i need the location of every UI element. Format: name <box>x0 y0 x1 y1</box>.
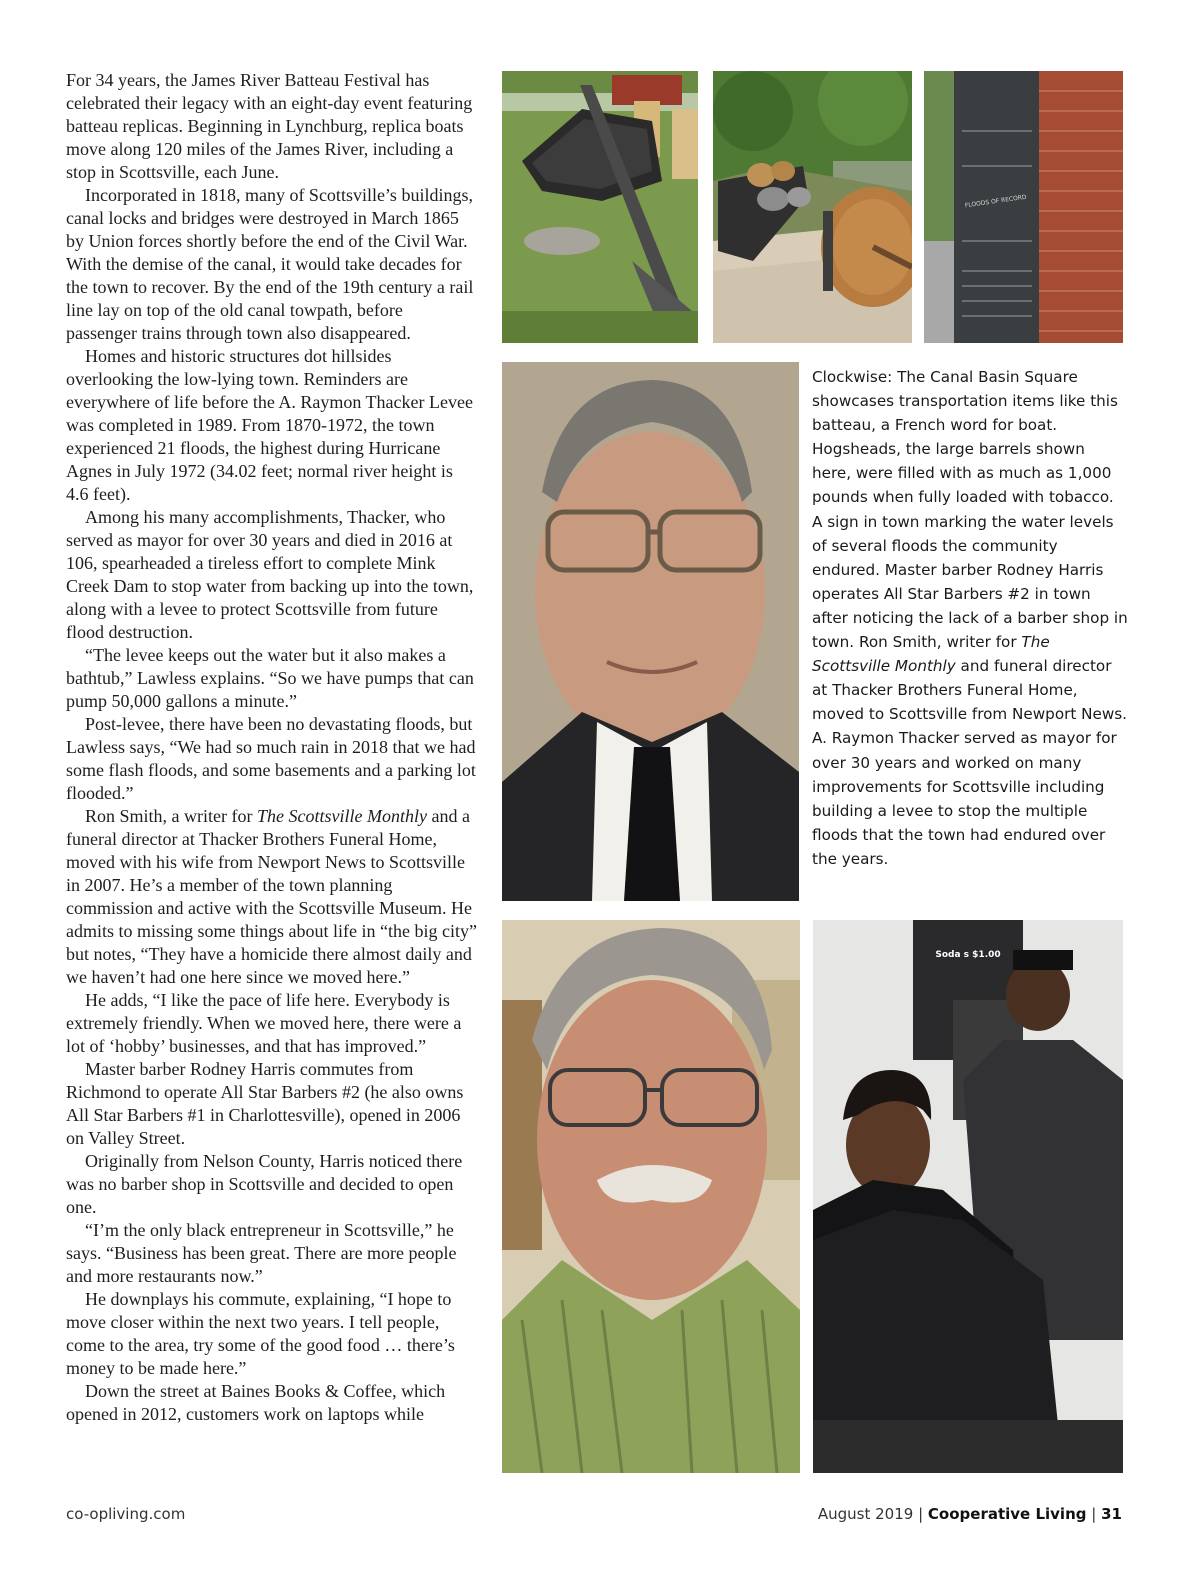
soda-sign: Soda s $1.00 <box>935 950 1001 960</box>
article-paragraph: Among his many accomplishments, Thacker, who served as mayor for over 30 years and died in 2016 at 106, spearheaded a tireless effort to complete Mink Creek Dam to stop water from backing up into the town, along with a levee to protect Scottsville from future flood destruction. <box>66 507 474 642</box>
footer-date: August 2019 | <box>817 1505 924 1523</box>
footer-website: co-opliving.com <box>66 1505 186 1523</box>
caption-text: Clockwise: The Canal Basin Square showcases transportation items like this batteau, a French word for boat. Hogsheads, the large barrels shown here, were filled with as much as 1,000 pounds when fully loaded with tobacco. A sign in town marking the water levels of several floods the community endured. Master barber Rodney Harris operates All Star Barbers #2 in town after noticing the lack of a barber shop in town. Ron Smith, writer for <box>812 368 1128 652</box>
article-paragraph: He adds, “I like the pace of life here. Everybody is extremely friendly. When we moved here, there were a lot of ‘hobby’ businesses, and that has improved.” <box>66 990 462 1056</box>
footer-publication: Cooperative Living <box>927 1505 1087 1523</box>
text-run: and a funeral director at Thacker Brothers Funeral Home, moved with his wife from Newport News to Scottsville in 2007. He’s a member of the town planning commission and active with the Scottsville Museum. He admits to missing some things about life in “the big city” but notes, “They have a homicide there almost daily and we haven’t had one here since we moved here.” <box>66 806 477 987</box>
caption-publication-title: The Scottsville Monthly <box>812 633 1050 676</box>
article-body <box>66 69 478 1426</box>
article-paragraph: “I’m the only black entrepreneur in Scottsville,” he says. “Business has been great. There are more people and more restaurants now.” <box>66 1220 457 1286</box>
article-paragraph: Originally from Nelson County, Harris noticed there was no barber shop in Scottsville and decided to open one. <box>66 1151 463 1217</box>
caption-text: and funeral director at Thacker Brothers Funeral Home, moved to Scottsville from Newport News. A. Raymon Thacker served as mayor for over 30 years and worked on many improvements for Scottsville including building a levee to stop the multiple floods that the town had endured over the years. <box>812 657 1128 868</box>
thacker-portrait-photo <box>502 362 799 901</box>
article-paragraph <box>66 805 478 989</box>
article-paragraph: Down the street at Baines Books & Coffee, which opened in 2012, customers work on laptops while <box>66 1381 446 1424</box>
photo-caption <box>812 365 1128 871</box>
ron-smith-photo <box>502 920 800 1473</box>
flood-sign-photo <box>924 71 1123 343</box>
text-run: Ron Smith, a writer for <box>85 806 257 826</box>
flood-sign-title: FLOODS OF RECORD <box>964 193 1028 210</box>
article-paragraph: He downplays his commute, explaining, “I hope to move closer within the next two years. I tell people, come to the area, try some of the good food … there’s money to be made here.” <box>66 1289 455 1378</box>
publication-title: The Scottsville Monthly <box>256 806 427 826</box>
article-paragraph: Homes and historic structures dot hillsides overlooking the low-lying town. Reminders are everywhere of life before the A. Raymon Thacker Levee was completed in 1989. From 1870-1972, the town experienced 21 floods, the highest during Hurricane Agnes in July 1972 (34.02 feet; normal river height is 4.6 feet). <box>66 346 473 504</box>
footer-page-number: 31 <box>1101 1505 1122 1523</box>
hogsheads-photo <box>713 71 912 343</box>
article-paragraph: Post-levee, there have been no devastating floods, but Lawless says, “We had so much rain in 2018 that we had some flash floods, and some basements and a parking lot flooded.” <box>66 714 476 803</box>
footer-separator: | <box>1091 1505 1097 1523</box>
footer-folio <box>818 1505 1122 1523</box>
barber-photo <box>813 920 1123 1473</box>
article-paragraph: Master barber Rodney Harris commutes from Richmond to operate All Star Barbers #2 (he also owns All Star Barbers #1 in Charlottesville), opened in 2006 on Valley Street. <box>66 1059 464 1148</box>
article-paragraph: For 34 years, the James River Batteau Festival has celebrated their legacy with an eight-day event featuring batteau replicas. Beginning in Lynchburg, replica boats move along 120 miles of the James River, including a stop in Scottsville, each June. <box>66 70 473 182</box>
batteau-photo <box>502 71 698 343</box>
article-paragraph: Incorporated in 1818, many of Scottsville’s buildings, canal locks and bridges were destroyed in March 1865 by Union forces shortly before the end of the Civil War. With the demise of the canal, it would take decades for the town to recover. By the end of the 19th century a rail line lay on top of the old canal towpath, before passenger trains through town also disappeared. <box>66 185 474 343</box>
article-paragraph: “The levee keeps out the water but it also makes a bathtub,” Lawless explains. “So we have pumps that can pump 50,000 gallons a minute.” <box>66 645 474 711</box>
